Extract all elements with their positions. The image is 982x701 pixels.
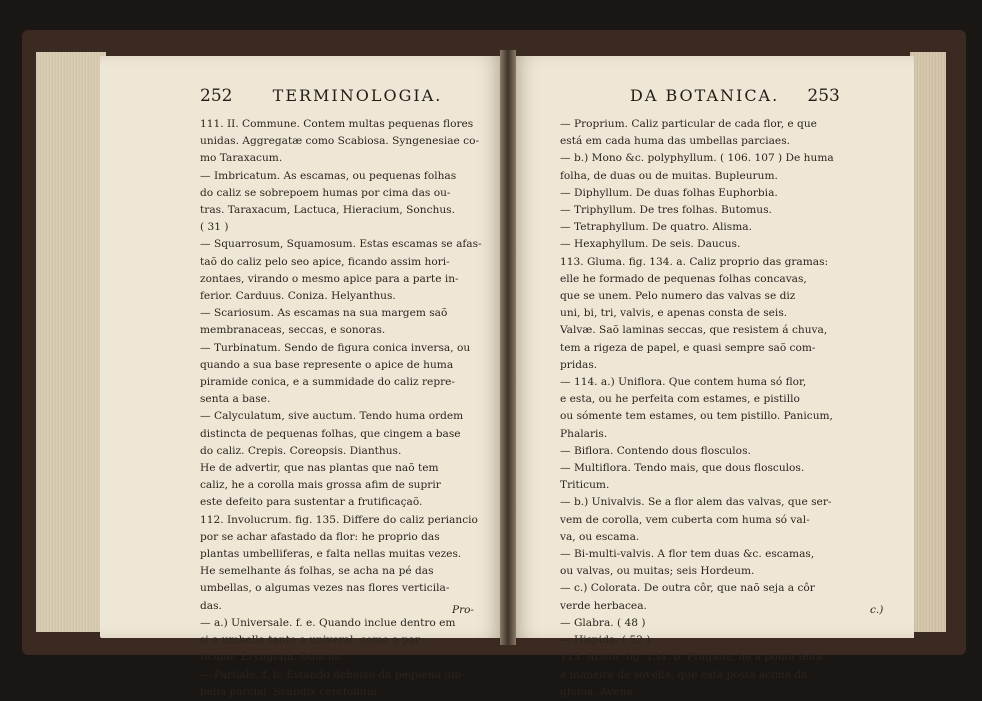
text-line: bella parcial. Scandix cerefolium. (200, 685, 381, 698)
text-line: piramide conica, e a summidade do caliz repre- (200, 376, 456, 389)
text-line: pridas. (560, 358, 598, 371)
text-line: 111. II. Commune. Contem multas pequenas flores (200, 118, 474, 130)
text-line: quando a sua base represente o apice de huma (200, 358, 454, 371)
text-line: — Diphyllum. De duas folhas Euphorbia. (560, 186, 778, 199)
text-line: mo Taraxacum. (200, 152, 283, 165)
text-line: — Proprium. Caliz particular de cada flor, e que (560, 118, 817, 130)
text-line: — Hexaphyllum. De seis. Daucus. (560, 238, 741, 251)
text-line: Phalaris. (560, 427, 608, 440)
text-line: este defeito para sustentar a frutificaçaõ. (200, 496, 423, 509)
text-line: umbellas, o algumas vezes nas flores verticila- (200, 582, 450, 595)
page-number: 253 (807, 86, 840, 106)
text-line: — b.) Mono &c. polyphyllum. ( 106. 107 ) De huma (560, 152, 834, 165)
text-line: — b.) Univalvis. Se a flor alem das valvas, que ser- (560, 496, 832, 509)
text-line: vem de corolla, vem cuberta com huma só val- (560, 513, 810, 526)
book-gutter (500, 50, 516, 645)
text-line: e esta, ou he perfeita com estames, e pistillo (560, 393, 800, 406)
text-line: si a umbella tanto a univeral, como a par- (200, 634, 424, 647)
text-line: — Scariosum. As escamas na sua margem saõ (200, 307, 448, 320)
right-page-text (560, 116, 896, 701)
text-line: ou valvas, ou muitas; seis Hordeum. (560, 565, 755, 578)
text-line: por se achar afastado da flor: he proprio das (200, 530, 440, 543)
text-line: ticular. Eryngium. Daucus. (200, 651, 344, 664)
catchword: Pro- (452, 604, 474, 616)
text-line: ferior. Carduus. Coniza. Helyanthus. (200, 290, 396, 303)
text-line: — Squarrosum, Squamosum. Estas escamas se afas- (200, 238, 482, 251)
text-line: 115. Arista. fig. 134. b. Pragana, he a ponta feita (560, 651, 823, 664)
text-line: que se unem. Pelo numero das valvas se diz (560, 290, 796, 303)
text-line: — Imbricatum. As escamas, ou pequenas folhas (200, 169, 457, 182)
text-line: gluma. Avena. (560, 685, 637, 698)
left-page (100, 56, 506, 698)
running-head: TERMINOLOGIA. (272, 86, 443, 105)
text-line: do caliz se sobrepoem humas por cima das ou- (200, 186, 451, 199)
text-line: uni, bi, tri, valvis, e apenas consta de seis. (560, 307, 788, 320)
text-line: He de advertir, que nas plantas que naõ tem (200, 462, 439, 475)
text-line: Triticum. (560, 479, 610, 492)
text-line: — Multiflora. Tendo mais, que dous flosculos. (560, 462, 805, 475)
text-line: — Hispida. ( 52 ) (560, 634, 651, 647)
text-line: taõ do caliz pelo seo apice, ficando assim hori- (200, 255, 450, 268)
text-line: — Biflora. Contendo dous flosculos. (560, 444, 751, 457)
text-line: distincta de pequenas folhas, que cingem a base (200, 427, 461, 440)
text-line: tem a rigeza de papel, e quasi sempre saõ com- (560, 341, 816, 354)
text-line: do caliz. Crepis. Coreopsis. Dianthus. (200, 444, 402, 457)
text-line: caliz, he a corolla mais grossa afim de suprir (200, 479, 441, 492)
text-line: senta a base. (200, 393, 271, 406)
text-line: — Partiale. f. b. Estando debaixo da pequena um- (200, 668, 465, 681)
page-edges-right (910, 52, 946, 632)
text-line: — Bi-multi-valvis. A flor tem duas &c. escamas, (560, 548, 815, 561)
text-line: — 114. a.) Uniflora. Que contem huma só flor, (560, 376, 807, 389)
right-page (510, 56, 914, 698)
text-line: está em cada huma das umbellas parciaes. (560, 135, 791, 148)
text-line: ou sómente tem estames, ou tem pistillo. Panicum, (560, 410, 833, 423)
text-line: á maneira de sovella, que está posta acima da (560, 668, 808, 681)
text-line: — Triphyllum. De tres folhas. Butomus. (560, 204, 772, 217)
right-page-header (630, 86, 840, 106)
text-line: va, ou escama. (560, 530, 640, 543)
text-line: — Tetraphyllum. De quatro. Alisma. (560, 221, 752, 234)
catchword: c.) (870, 604, 884, 616)
text-line: He semelhante ás folhas, se acha na pé das (200, 565, 434, 578)
text-line: — Glabra. ( 48 ) (560, 616, 646, 629)
left-page-header (200, 86, 442, 106)
text-line: unidas. Aggregatæ como Scabiosa. Syngenesiae co- (200, 135, 480, 148)
text-line: membranaceas, seccas, e sonoras. (200, 324, 386, 337)
text-line: folha, de duas ou de muitas. Bupleurum. (560, 169, 778, 182)
text-line: tras. Taraxacum, Lactuca, Hieracium, Sonchus. (200, 204, 455, 217)
text-line: elle he formado de pequenas folhas concavas, (560, 272, 807, 285)
page-number: 252 (200, 86, 233, 106)
running-head: DA BOTANICA. (630, 86, 780, 105)
text-line: — Calyculatum, sive auctum. Tendo huma ordem (200, 410, 464, 423)
text-line: 112. Involucrum. fig. 135. Differe do caliz periancio (200, 513, 478, 526)
text-line: Valvæ. Saõ laminas seccas, que resistem á chuva, (560, 324, 828, 337)
text-line: verde herbacea. (560, 599, 647, 612)
text-line: das. (200, 599, 222, 612)
text-line: — a.) Universale. f. e. Quando inclue dentro em (200, 616, 456, 629)
text-line: — c.) Colorata. De outra côr, que naõ seja a côr (560, 582, 815, 595)
text-line: zontaes, virando o mesmo apice para a parte in- (200, 272, 459, 285)
text-line: — Turbinatum. Sendo de figura conica inversa, ou (200, 341, 471, 354)
text-line: 113. Gluma. fig. 134. a. Caliz proprio das gramas: (560, 255, 829, 268)
page-edges-left (36, 52, 106, 632)
text-line: plantas umbelliferas, e falta nellas muitas vezes. (200, 548, 462, 561)
text-line: ( 31 ) (200, 221, 229, 234)
